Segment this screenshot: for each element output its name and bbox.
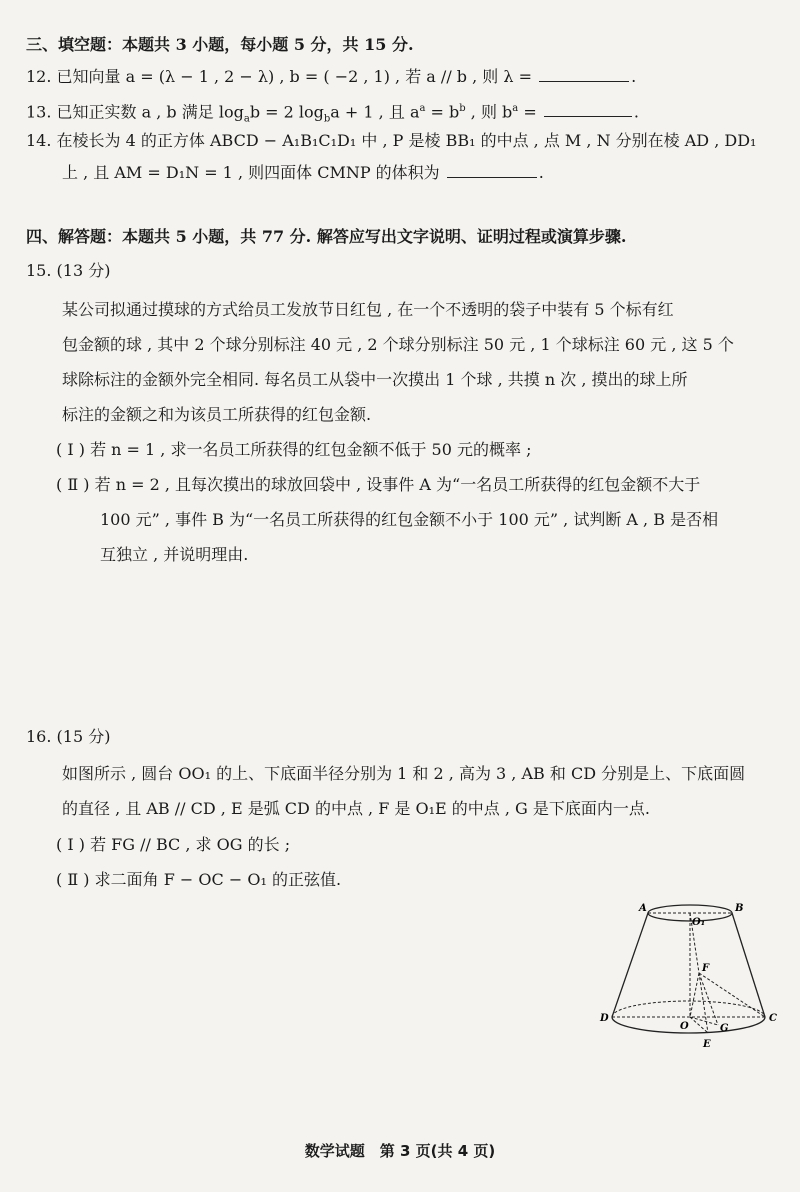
q12-end: . xyxy=(631,67,637,86)
label-g: G xyxy=(720,1023,729,1034)
q13-end: . xyxy=(633,102,639,122)
label-a: A xyxy=(639,903,647,914)
q13-number: 13. xyxy=(26,102,52,122)
q13-answer-blank[interactable] xyxy=(544,102,632,117)
q13-sup-c: a xyxy=(512,103,519,114)
q15-label: 15. (13 分) xyxy=(26,261,111,280)
q13-sup-a: a xyxy=(419,103,426,114)
q16-paragraph-line1: 如图所示 , 圆台 OO₁ 的上、下底面半径分别为 1 和 2 , 高为 3 , AB 和 CD 分别是上、下底面圆 xyxy=(62,764,746,783)
q16-part1: ( Ⅰ ) 若 FG // BC , 求 OG 的长 ; xyxy=(56,835,291,854)
q13-text-b: b = 2 log xyxy=(249,102,324,122)
q15-paragraph-line1: 某公司拟通过摸球的方式给员工发放节日红包 , 在一个不透明的袋子中装有 5 个标有红 xyxy=(62,300,674,319)
q15-part2-line3: 互独立 , 并说明理由. xyxy=(100,545,249,564)
q14-line1: 在棱长为 4 的正方体 ABCD − A₁B₁C₁D₁ 中 , P 是棱 BB₁ 的中点 , 点 M , N 分别在棱 AD , DD₁ xyxy=(56,131,757,150)
q13-text-f: = xyxy=(518,102,537,122)
q15-part2-line1: ( Ⅱ ) 若 n = 2 , 且每次摸出的球放回袋中 , 设事件 A 为“一名员工所获得的红包金额不大于 xyxy=(56,475,701,494)
section4-heading: 四、解答题：本题共 5 小题，共 77 分. 解答应写出文字说明、证明过程或演算步骤. xyxy=(26,227,627,246)
q16-paragraph-line2: 的直径 , 且 AB // CD , E 是弧 CD 的中点 , F 是 O₁E 的中点 , G 是下底面内一点. xyxy=(62,799,650,818)
q13-text-d: = b xyxy=(425,102,460,122)
q15-part1: ( Ⅰ ) 若 n = 1 , 求一名员工所获得的红包金额不低于 50 元的概率 ; xyxy=(56,440,532,459)
label-e: E xyxy=(703,1039,711,1050)
label-o1: O₁ xyxy=(692,917,706,928)
question-12 xyxy=(26,66,636,88)
q14-line2: 上 , 且 AM = D₁N = 1 , 则四面体 CMNP 的体积为 xyxy=(62,163,440,182)
q16-part2: ( Ⅱ ) 求二面角 F − OC − O₁ 的正弦值. xyxy=(56,870,342,889)
label-d: D xyxy=(600,1013,609,1024)
frustum-diagram xyxy=(590,895,790,1060)
left-generatrix xyxy=(612,913,648,1017)
q12-text: 已知向量 a = (λ − 1 , 2 − λ) , b = ( −2 , 1) , 若 a // b , 则 λ = xyxy=(56,67,533,86)
q13-text-e: , 则 b xyxy=(465,102,513,122)
q12-number: 12. xyxy=(26,67,52,86)
label-b: B xyxy=(735,903,744,914)
page-footer: 数学试题 第 3 页(共 4 页) xyxy=(304,1142,496,1160)
q13-text-a: 已知正实数 a , b 满足 log xyxy=(56,102,244,122)
question-13 xyxy=(26,98,639,131)
q15-paragraph-line2: 包金额的球 , 其中 2 个球分别标注 40 元 , 2 个球分别标注 50 元 , 1 个球标注 60 元 , 这 5 个 xyxy=(62,335,734,354)
section3-heading: 三、填空题：本题共 3 小题，每小题 5 分，共 15 分. xyxy=(26,35,414,54)
frustum-figure xyxy=(590,895,790,1060)
bottom-ellipse-back xyxy=(612,1001,765,1017)
q12-answer-blank[interactable] xyxy=(539,67,629,82)
q13-sub-a: a xyxy=(243,113,250,125)
q13-sup-b: b xyxy=(459,103,466,114)
q16-label: 16. (15 分) xyxy=(26,727,111,746)
segment-fc xyxy=(699,973,765,1017)
q13-sub-b: b xyxy=(323,113,331,125)
q14-number: 14. xyxy=(26,131,52,150)
label-f: F xyxy=(702,963,710,974)
segment-fo xyxy=(690,973,699,1017)
label-o: O xyxy=(680,1021,689,1032)
label-c: C xyxy=(769,1013,777,1024)
segment-oe xyxy=(690,1017,708,1033)
q14-answer-blank[interactable] xyxy=(447,163,537,178)
right-generatrix xyxy=(732,913,765,1017)
question-14-line2 xyxy=(62,162,544,184)
q15-paragraph-line3: 球除标注的金额外完全相同. 每名员工从袋中一次摸出 1 个球 , 共摸 n 次 , 摸出的球上所 xyxy=(62,370,688,389)
q13-text-c: a + 1 , 且 a xyxy=(330,102,420,122)
q15-paragraph-line4: 标注的金额之和为该员工所获得的红包金额. xyxy=(62,405,372,424)
q14-end: . xyxy=(538,163,544,182)
q15-part2-line2: 100 元” , 事件 B 为“一名员工所获得的红包金额不小于 100 元” , 试判断 A , B 是否相 xyxy=(100,510,719,529)
question-14-line1 xyxy=(26,130,756,152)
